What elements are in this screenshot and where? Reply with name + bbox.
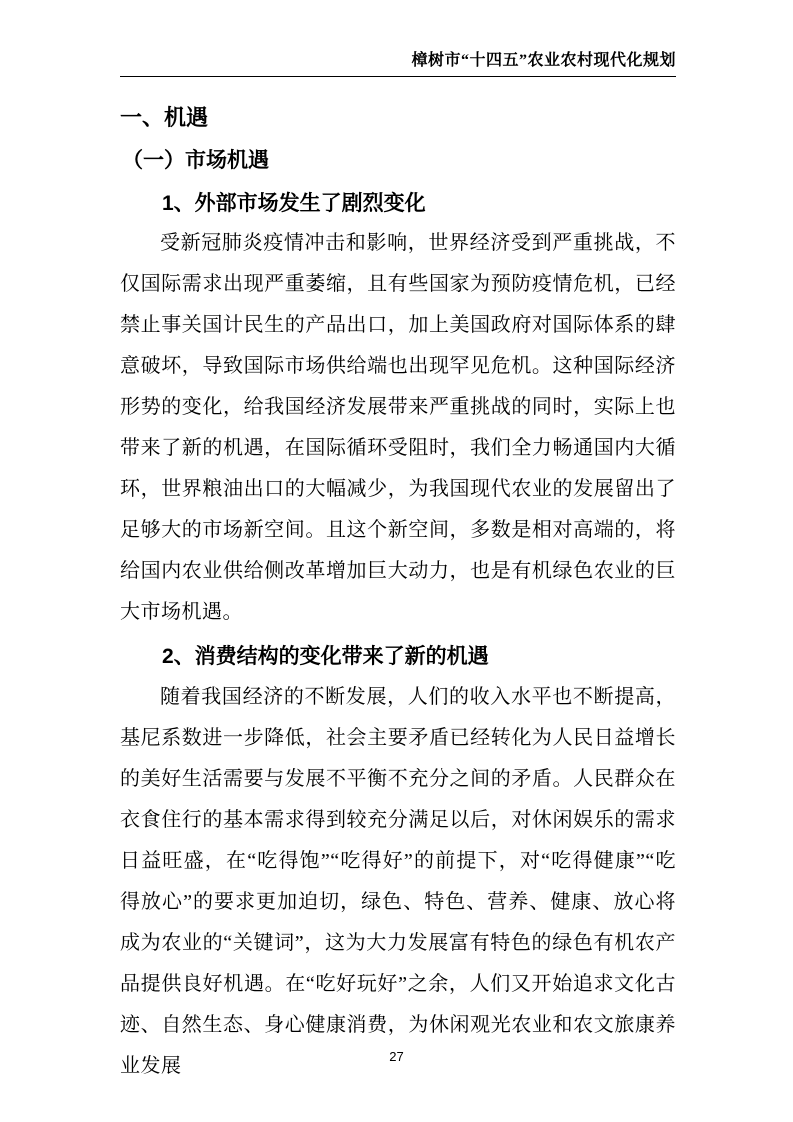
body-paragraph-2: 随着我国经济的不断发展，人们的收入水平也不断提高，基尼系数进一步降低，社会主要矛盾已经转化为人民日益增长的美好生活需要与发展不平衡不充分之间的矛盾。人民群众在衣食住行的基本需求得到较充分满足以后，对休闲娱乐的需求日益旺盛，在“吃得饱”“吃得好”的前提下，对“吃得健康”“吃得放心”的要求更加迫切，绿色、特色、营养、健康、放心将成为农业的“关键词”，这为大力发展富有特色的绿色有机农产品提供良好机遇。在“吃好玩好”之余，人们又开始追求文化古迹、自然生态、身心健康消费，为休闲观光农业和农文旅康养业发展 — [120, 686, 676, 1077]
page-number: 27 — [389, 1049, 404, 1064]
header-title: 樟树市“十四五”农业农村现代化规划 — [411, 52, 676, 69]
section-heading-level2: （一）市场机遇 — [122, 148, 269, 172]
body-paragraph-1: 受新冠肺炎疫情冲击和影响，世界经济受到严重挑战，不仅国际需求出现严重萎缩，且有些国家为预防疫情危机，已经禁止事关国计民生的产品出口，加上美国政府对国际体系的肆意破坏，导致国际市场供给端也出现罕见危机。这种国际经济形势的变化，给我国经济发展带来严重挑战的同时，实际上也带来了新的机遇，在国际循环受阻时，我们全力畅通国内大循环，世界粮油出口的大幅减少，为我国现代农业的发展留出了足够大的市场新空间。且这个新空间，多数是相对高端的，将给国内农业供给侧改革增加巨大动力，也是有机绿色农业的巨大市场机遇。 — [120, 232, 676, 623]
page-content — [120, 0, 676, 1087]
subsection-heading-1: 1、外部市场发生了剧烈变化 — [162, 192, 426, 215]
subsection-1 — [120, 189, 676, 633]
subsection-heading-2: 2、消费结构的变化带来了新的机遇 — [162, 645, 489, 668]
page-header — [120, 0, 676, 77]
subsection-2 — [120, 642, 676, 1087]
page-footer — [0, 1048, 793, 1066]
section-heading-level1: 一、机遇 — [120, 105, 209, 130]
